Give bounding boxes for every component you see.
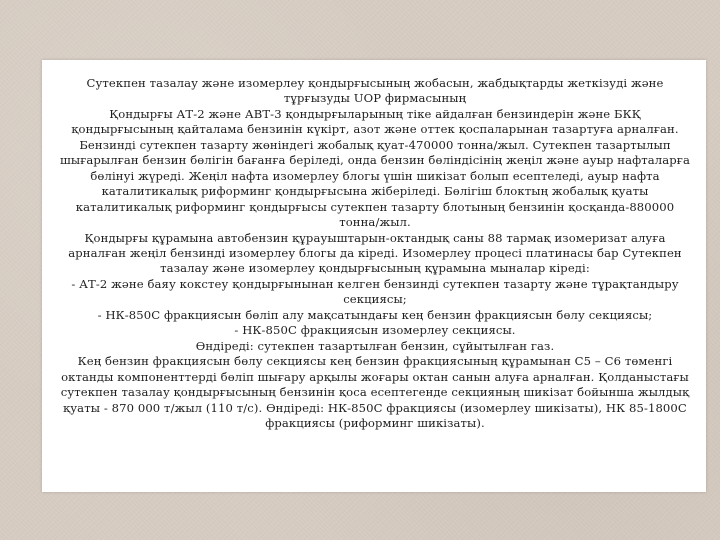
list-item-isomerization-section: - НК-850С фракциясын изомерлеу секциясы. — [234, 323, 516, 338]
paragraph-fractionation-details: Кең бензин фракциясын бөлу секциясы кең бензин фракциясының құрамынан С5 – С6 төменгі октанды компоненттерді бөліп шығару арқылы жоғары октан санын алуға арналған. Қолданыстағы сутекпен тазалау қондырғысының бензинін қоса есептегенде секцияның шикізат бойынша жылдық қуаты - 870 000 т/жыл (110 т/с). Өндіреді: НК-850С фракциясы (изомерлеу шикізаты), НК 85-1800С фракциясы (риформинг шикізаты). — [60, 354, 690, 430]
list-item-hydrotreating-section: - АТ-2 және баяу кокстеу қондырғынынан келген бензинді сутекпен тазарту және тұрақтандыру секциясы; — [71, 276, 679, 307]
paragraph-products: Өндіреді: сутекпен тазартылған бензин, сұйытылған газ. — [195, 338, 555, 353]
paragraph-composition: Қондырғы құрамына автобензин құрауыштарын-октандық саны 88 тармақ изомеризат алуға арналған жеңіл бензинді изомерлеу блогы да кіреді. Изомерлеу процесі платинасы бар Сутекпен тазалау және изомерлеу қондырғысының құрамына мыналар кіреді: — [68, 230, 682, 276]
paragraph-intro: Сутекпен тазалау және изомерлеу қондырғысының жобасын, жабдықтарды жеткізуді және тұрғызуды UOP фирмасының — [86, 76, 664, 106]
paragraph-purpose: Қондырғы АТ-2 және АВТ-3 қондырғыларының тіке айдалған бензиндерін және БКҚ қондырғысының қайталама бензинін күкірт, азот және оттек қоспаларынан тазартуға арналған. Бензинді сутекпен тазарту жөніндегі жобалық қуат-470000 тонна/жыл. Сутекпен тазартылып шығарылған бензин бөлігін бағанға беріледі, онда бензин бөліндісінің жеңіл және ауыр нафталарға бөлінуі жүреді. Жеңіл нафта изомерлеу блогы үшін шикізат болып есептеледі, ауыр нафта каталитикалық риформинг қондырғысына жіберіледі. Бөлігіш блоктың жобалық қуаты каталитикалық риформинг қондырғысы сутекпен тазарту блотының бензинін қосқанда-880000 тонна/жыл. — [60, 106, 690, 230]
list-item-fractionation-section: - НК-850С фракциясын бөліп алу мақсатындағы кең бензин фракциясын бөлу секциясы; — [97, 307, 653, 322]
document-body — [58, 76, 692, 431]
